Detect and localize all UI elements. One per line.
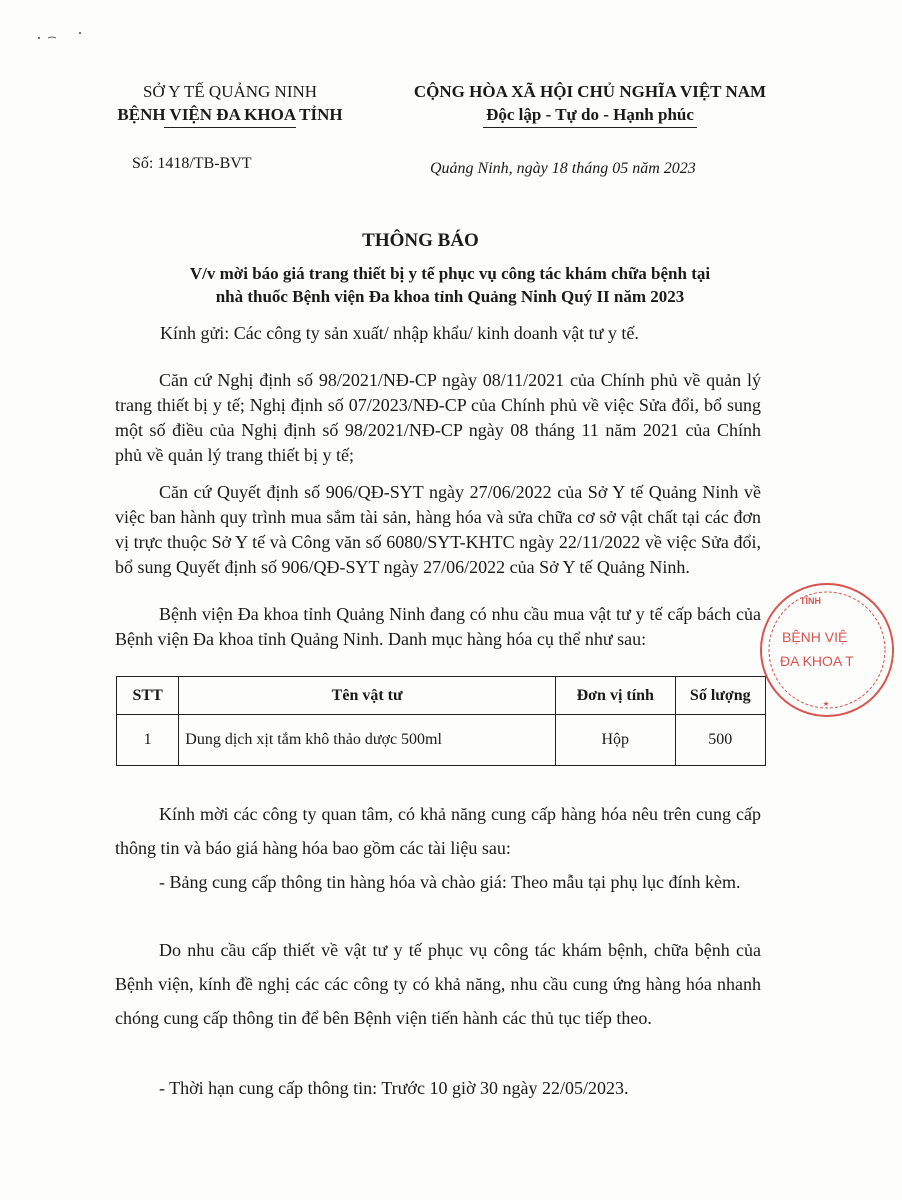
stamp-line-1: BỆNH VIỆ [782, 629, 848, 645]
header-stt: STT [117, 677, 179, 715]
document-subject [130, 262, 770, 308]
paragraph-request: Do nhu cầu cấp thiết về vật tư y tế phục vụ công tác khám bệnh, chữa bệnh của Bệnh viện, kính đề nghị các các công ty có khả năng, nhu cầu cung ứng hàng hóa nhanh chóng cung cấp thông tin để bên Bệnh viện tiến hành các thủ tục tiếp theo. [115, 940, 761, 1028]
stamp-top-text: TỈNH [800, 596, 821, 606]
paragraph-legal-basis-2: Căn cứ Quyết định số 906/QĐ-SYT ngày 27/06/2022 của Sở Y tế Quảng Ninh về việc ban hành quy trình mua sắm tài sản, hàng hóa và sửa chữa cơ sở vật chất tại các đơn vị trực thuộc Sở Y tế và Công văn số 6080/SYT-KHTC ngày 22/11/2022 về việc Sửa đổi, bổ sung Quyết định số 906/QĐ-SYT ngày 27/06/2022 của Sở Y tế Quảng Ninh. [115, 482, 761, 577]
document-number: Số: 1418/TB-BVT [132, 155, 252, 172]
place-date: Quảng Ninh, ngày 18 tháng 05 năm 2023 [430, 160, 696, 177]
national-motto: Độc lập - Tự do - Hạnh phúc [486, 105, 694, 124]
header-quantity: Số lượng [675, 677, 765, 715]
issuer-underline [164, 127, 296, 128]
motto-underline [483, 127, 697, 128]
issuer-department: SỞ Y TẾ QUẢNG NINH [142, 82, 318, 101]
hospital-stamp [752, 582, 902, 732]
paragraph-invitation: Kính mời các công ty quan tâm, có khả năng cung cấp hàng hóa nêu trên cung cấp thông tin và báo giá hàng hóa bao gồm các tài liệu sau: [115, 804, 761, 858]
table-header-row [117, 677, 766, 715]
issuer-header [95, 80, 365, 128]
recipient-line: Kính gửi: Các công ty sản xuất/ nhập khẩu/ kinh doanh vật tư y tế. [160, 323, 639, 343]
cell-item-name: Dung dịch xịt tắm khô thảo dược 500ml [179, 715, 556, 766]
subject-line-2: nhà thuốc Bệnh viện Đa khoa tỉnh Quảng Ninh Quý II năm 2023 [215, 287, 685, 306]
cell-stt: 1 [117, 715, 179, 766]
items-table [116, 676, 766, 766]
paragraph-legal-basis-1: Căn cứ Nghị định số 98/2021/NĐ-CP ngày 08/11/2021 của Chính phủ về quản lý trang thiết bị y tế; Nghị định số 07/2023/NĐ-CP của Chính phủ về việc Sửa đổi, bổ sung một số điều của Nghị định số 98/2021/NĐ-CP ngày 08 tháng 11 năm 2021 của Chính phủ về quản lý trang thiết bị y tế; [115, 370, 761, 465]
document-title: THÔNG BÁO [362, 230, 479, 251]
cell-unit: Hộp [556, 715, 676, 766]
cell-quantity: 500 [675, 715, 765, 766]
national-title: CỘNG HÒA XÃ HỘI CHỦ NGHĨA VIỆT NAM [413, 82, 767, 101]
paragraph-required-doc: - Bảng cung cấp thông tin hàng hóa và chào giá: Theo mẫu tại phụ lục đính kèm. [159, 872, 741, 892]
subject-line-1: V/v mời báo giá trang thiết bị y tế phục vụ công tác khám chữa bệnh tại [189, 264, 711, 283]
national-header [380, 80, 800, 128]
table-row [117, 715, 766, 766]
header-unit: Đơn vị tính [556, 677, 676, 715]
scan-mark [36, 30, 86, 42]
paragraph-need: Bệnh viện Đa khoa tỉnh Quảng Ninh đang có nhu cầu mua vật tư y tế cấp bách của Bệnh viện Đa khoa tỉnh Quảng Ninh. Danh mục hàng hóa cụ thể như sau: [115, 604, 761, 649]
paragraph-deadline: - Thời hạn cung cấp thông tin: Trước 10 giờ 30 ngày 22/05/2023. [159, 1078, 629, 1098]
stamp-line-2: ĐA KHOA T [780, 653, 854, 669]
issuer-hospital: BỆNH VIỆN ĐA KHOA TỈNH [117, 105, 343, 124]
header-item-name: Tên vật tư [179, 677, 556, 715]
